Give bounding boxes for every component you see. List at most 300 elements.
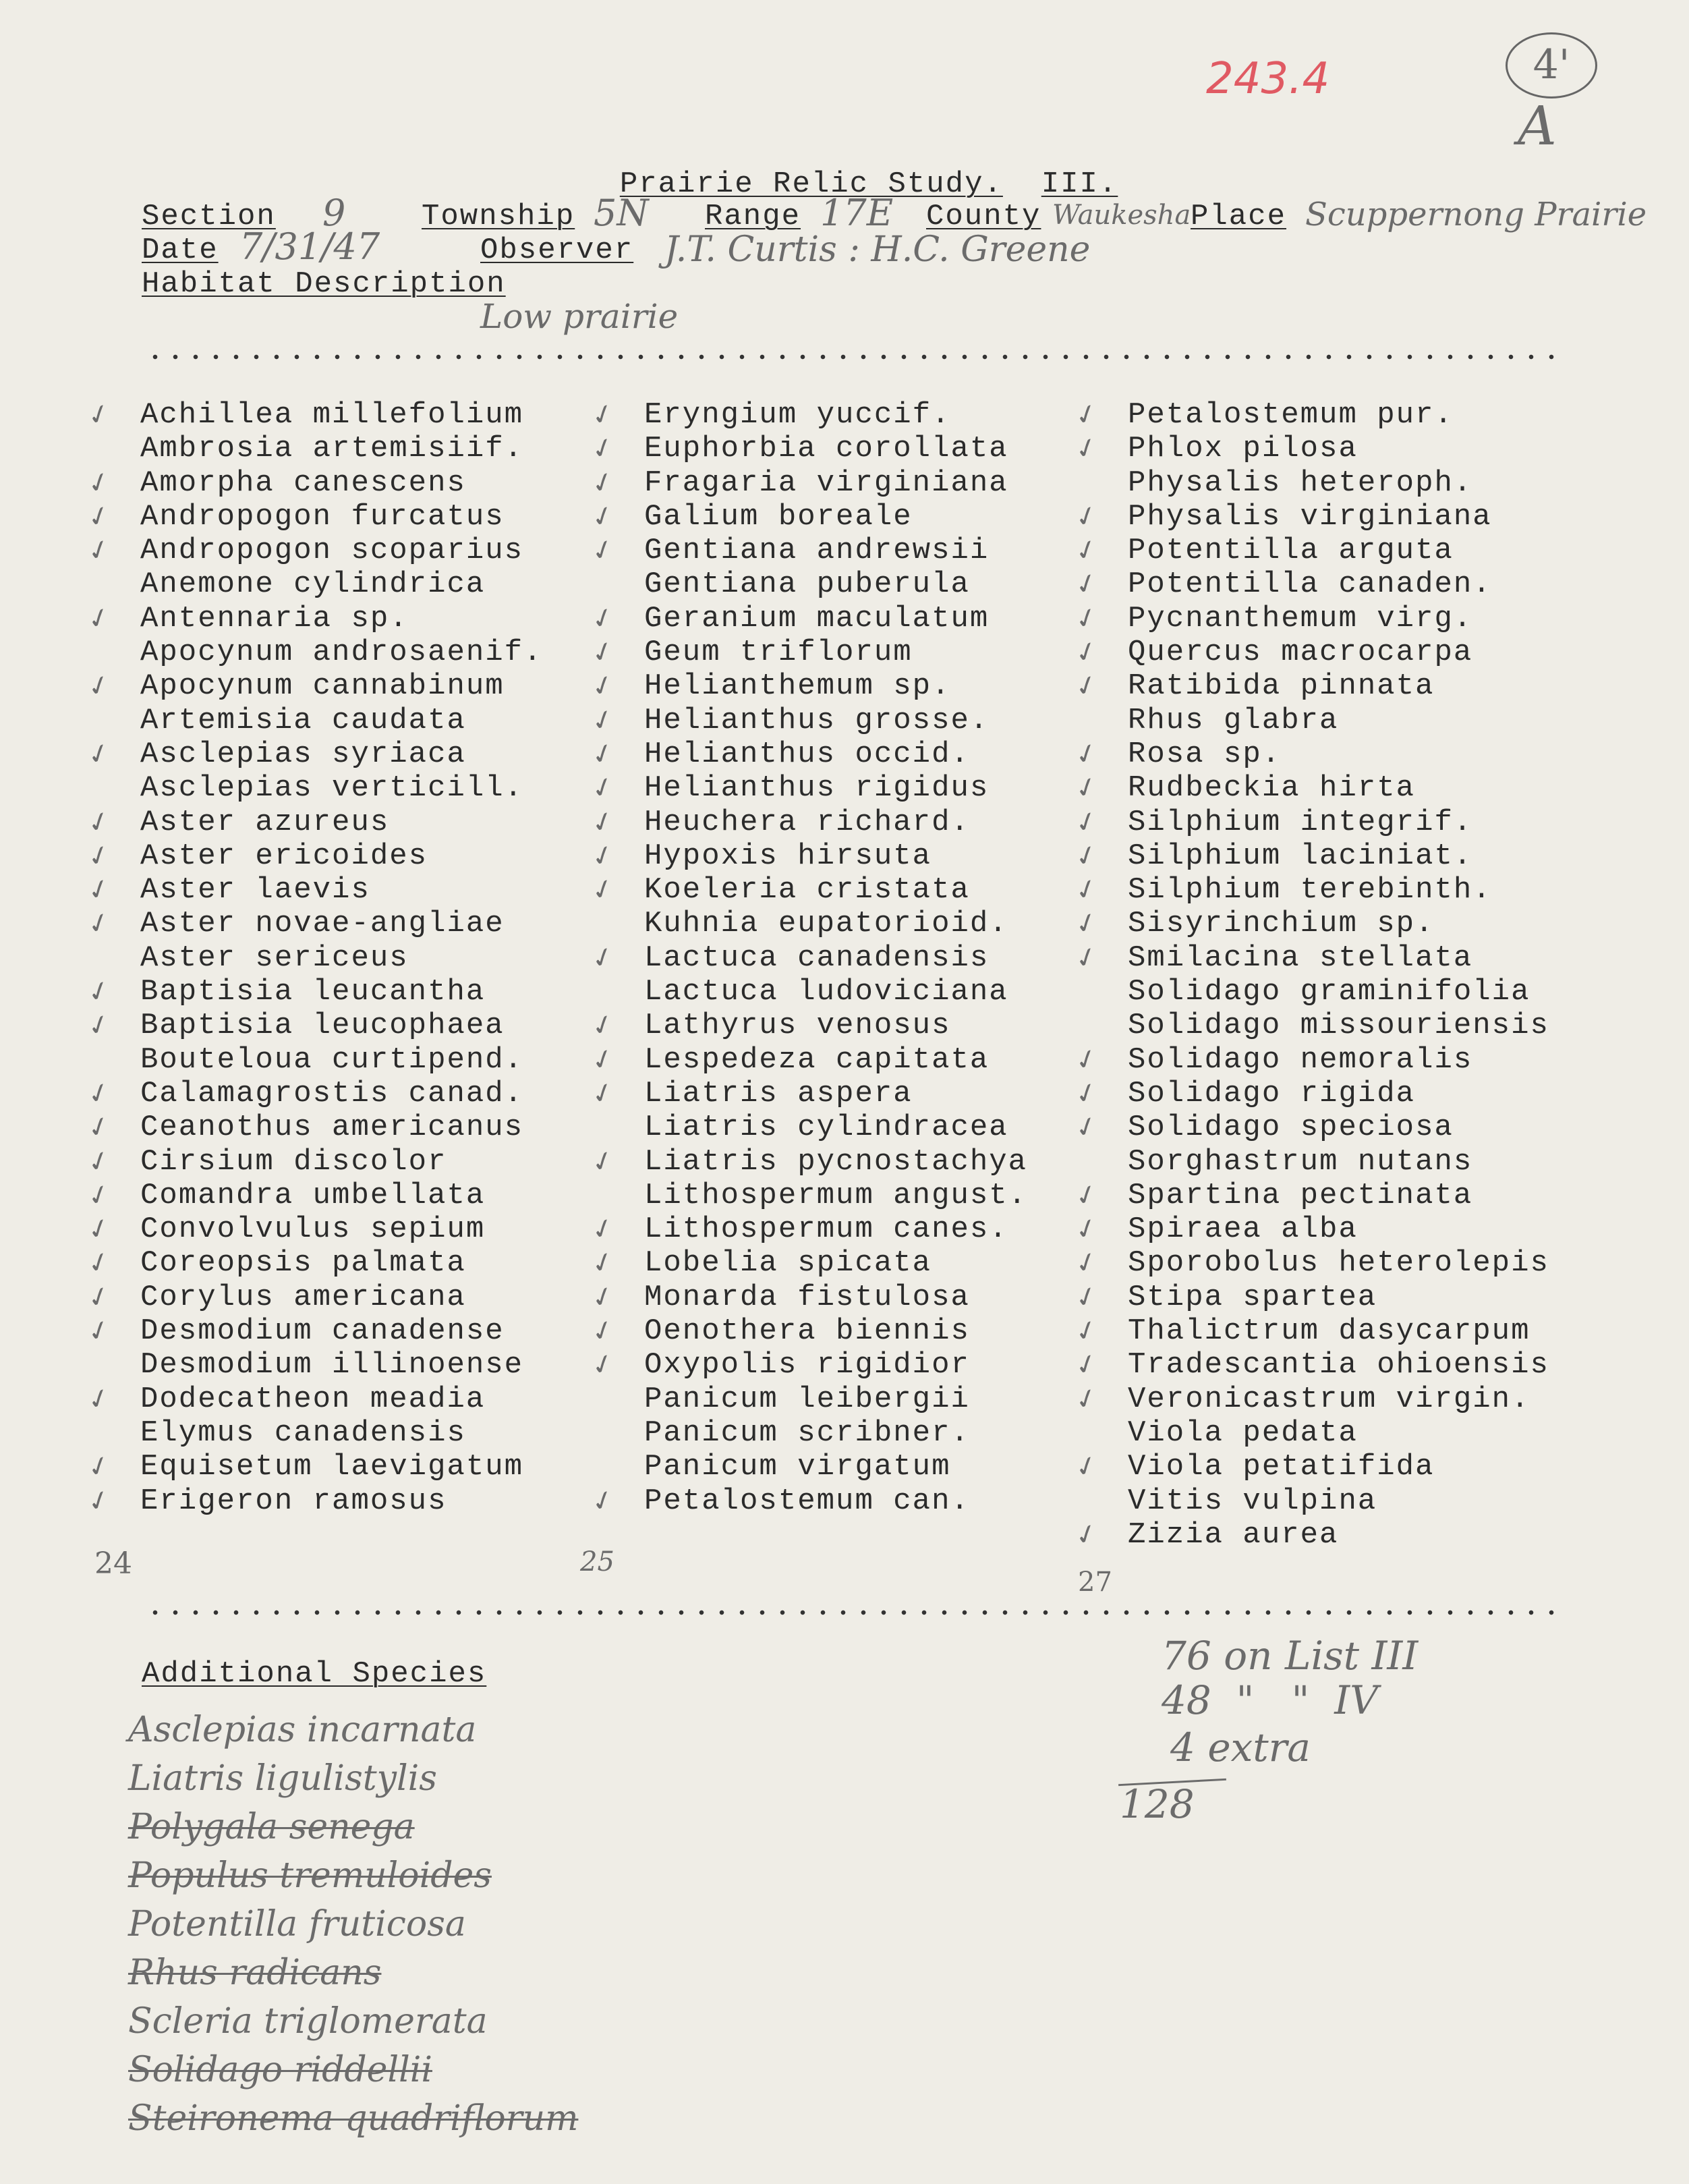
species-row: [1070, 1449, 1549, 1486]
species-row: [83, 973, 543, 1011]
check-mark-icon: ✓: [587, 464, 619, 501]
check-mark-icon: ✓: [83, 396, 115, 434]
species-column-1: [83, 396, 543, 1519]
check-mark-icon: ✓: [1070, 1312, 1102, 1350]
check-mark-icon: ✓: [1070, 1211, 1102, 1248]
species-name: Geranium maculatum: [644, 601, 990, 636]
species-row: [1128, 466, 1549, 500]
species-name: Desmodium canadense: [140, 1314, 505, 1349]
check-mark-icon: ✓: [587, 532, 619, 569]
species-row: [587, 464, 1027, 501]
species-row: [587, 1143, 1028, 1180]
title-numeral: III.: [1041, 167, 1118, 201]
township-label: Township: [422, 200, 575, 233]
species-name: Solidago graminifolia: [1128, 975, 1530, 1009]
species-name: Solidago speciosa: [1128, 1111, 1454, 1145]
species-row: [83, 668, 543, 705]
species-row: [1070, 634, 1549, 671]
check-mark-icon: ✓: [83, 735, 115, 773]
species-row: [644, 1382, 1027, 1416]
species-name: Desmodium illinoense: [140, 1348, 524, 1382]
check-mark-icon: ✓: [1070, 498, 1102, 535]
check-mark-icon: ✓: [1070, 1347, 1102, 1384]
species-row: [587, 1312, 1027, 1350]
species-row: [1070, 1245, 1549, 1282]
species-row: [83, 1007, 543, 1044]
species-name: Lathyrus venosus: [644, 1009, 951, 1043]
check-mark-icon: ✓: [83, 1007, 115, 1044]
species-name: Apocynum cannabinum: [140, 669, 505, 704]
check-mark-icon: ✓: [587, 735, 619, 773]
species-row: [83, 735, 543, 773]
check-mark-icon: ✓: [1070, 1075, 1102, 1112]
check-mark-icon: ✓: [587, 634, 619, 671]
check-mark-icon: ✓: [1070, 837, 1102, 874]
species-row: [140, 1043, 543, 1077]
species-row: [587, 702, 1027, 739]
additional-species-item: Steironema quadriflorum: [128, 2098, 579, 2139]
species-name: Andropogon scoparius: [140, 534, 524, 568]
species-name: Solidago nemoralis: [1128, 1042, 1473, 1077]
species-name: Petalostemum pur.: [1128, 398, 1454, 432]
check-mark-icon: ✓: [1070, 566, 1102, 603]
habitat-value: Low prairie: [480, 297, 679, 336]
species-name: Oxypolis rigidior: [644, 1348, 970, 1382]
species-row: [587, 1245, 1027, 1282]
species-name: Baptisia leucantha: [140, 975, 486, 1009]
check-mark-icon: ✓: [587, 1041, 619, 1078]
species-name: Galium boreale: [644, 499, 913, 534]
species-row: [644, 1416, 1027, 1450]
range-value: 17E: [820, 192, 894, 234]
species-name: Spartina pectinata: [1128, 1178, 1473, 1212]
check-mark-icon: ✓: [83, 464, 115, 501]
additional-species-item: Populus tremuloides: [128, 1855, 492, 1896]
check-mark-icon: ✓: [1070, 1109, 1102, 1146]
species-row: [140, 636, 543, 669]
check-mark-icon: ✓: [83, 1211, 115, 1248]
additional-species-item: Potentilla fruticosa: [128, 1904, 466, 1944]
species-name: Physalis heteroph.: [1128, 466, 1473, 500]
species-name: Silphium laciniat.: [1128, 839, 1473, 873]
species-row: [1128, 1416, 1549, 1450]
species-row: [587, 735, 1027, 773]
species-name: Ceanothus americanus: [140, 1111, 524, 1145]
species-row: [587, 396, 1027, 434]
species-row: [644, 907, 1027, 941]
title-text: Prairie Relic Study.: [619, 167, 1003, 201]
species-row: [1128, 1145, 1549, 1179]
species-name: Asclepias syriaca: [140, 737, 466, 771]
section-value: 9: [322, 192, 346, 234]
species-row: [587, 430, 1027, 468]
species-row: [1070, 872, 1549, 909]
species-name: Liatris aspera: [644, 1076, 913, 1111]
check-mark-icon: ✓: [83, 532, 115, 569]
species-row: [587, 1211, 1027, 1248]
check-mark-icon: ✓: [1070, 872, 1102, 909]
check-mark-icon: ✓: [587, 396, 619, 434]
check-mark-icon: ✓: [1070, 430, 1102, 468]
species-name: Panicum virgatum: [644, 1450, 951, 1484]
species-row: [1070, 939, 1549, 976]
species-name: Spiraea alba: [1128, 1212, 1358, 1247]
date-label: Date: [142, 233, 219, 267]
species-row: [644, 1179, 1027, 1212]
species-name: Lactuca ludoviciana: [644, 975, 1008, 1009]
species-row: [83, 1380, 543, 1418]
species-name: Phlox pilosa: [1128, 432, 1358, 466]
species-row: [1070, 770, 1549, 807]
species-row: [644, 567, 1027, 601]
check-mark-icon: ✓: [83, 973, 115, 1011]
species-name: Hypoxis hirsuta: [644, 839, 932, 873]
species-name: Lithospermum canes.: [644, 1212, 1008, 1247]
species-name: Asclepias verticill.: [140, 771, 524, 806]
species-row: [1128, 704, 1549, 737]
species-name: Antennaria sp.: [140, 601, 409, 636]
check-mark-icon: ✓: [1070, 668, 1102, 705]
species-row: [1070, 396, 1549, 434]
species-name: Lithospermum angust.: [644, 1178, 1028, 1212]
species-name: Silphium terebinth.: [1128, 873, 1492, 907]
check-mark-icon: ✓: [1070, 396, 1102, 434]
check-mark-icon: ✓: [83, 498, 115, 535]
check-mark-icon: ✓: [83, 1143, 115, 1180]
species-name: Achillea millefolium: [140, 398, 524, 432]
tally-line-3: 4 extra: [1170, 1725, 1311, 1770]
species-row: [587, 872, 1027, 909]
species-name: Elymus canadensis: [140, 1416, 466, 1450]
check-mark-icon: ✓: [587, 1312, 619, 1350]
species-row: [1070, 600, 1549, 637]
check-mark-icon: ✓: [83, 905, 115, 943]
check-mark-icon: ✓: [1070, 939, 1102, 976]
species-name: Lespedeza capitata: [644, 1042, 990, 1077]
species-name: Panicum leibergii: [644, 1382, 970, 1416]
species-name: Stipa spartea: [1128, 1280, 1377, 1314]
species-row: [140, 567, 543, 601]
check-mark-icon: ✓: [587, 1143, 619, 1180]
additional-species-item: Polygala senega: [128, 1807, 415, 1847]
species-name: Euphorbia corollata: [644, 432, 1008, 466]
species-row: [83, 1245, 543, 1282]
species-name: Physalis virginiana: [1128, 499, 1492, 534]
check-mark-icon: ✓: [587, 600, 619, 637]
column-3-count: 27: [1078, 1567, 1112, 1598]
species-name: Eryngium yuccif.: [644, 398, 951, 432]
check-mark-icon: ✓: [587, 872, 619, 909]
species-row: [1070, 1109, 1549, 1146]
check-mark-icon: ✓: [587, 1347, 619, 1384]
check-mark-icon: ✓: [1070, 634, 1102, 671]
species-name: Vitis vulpina: [1128, 1484, 1377, 1518]
check-mark-icon: ✓: [587, 804, 619, 841]
check-mark-icon: ✓: [83, 1177, 115, 1214]
species-name: Rudbeckia hirta: [1128, 771, 1416, 806]
circled-number: [1506, 32, 1597, 99]
check-mark-icon: ✓: [1070, 1245, 1102, 1282]
check-mark-icon: ✓: [587, 1482, 619, 1519]
species-row: [1070, 1177, 1549, 1214]
species-row: [587, 668, 1027, 705]
county-value: Waukesha: [1052, 200, 1191, 231]
species-row: [1070, 1347, 1549, 1384]
column-1-count: 24: [94, 1546, 132, 1581]
check-mark-icon: ✓: [587, 498, 619, 535]
dotted-divider-top: [145, 354, 1568, 360]
check-mark-icon: ✓: [587, 430, 619, 468]
species-name: Erigeron ramosus: [140, 1484, 447, 1518]
species-name: Cirsium discolor: [140, 1144, 447, 1179]
check-mark-icon: ✓: [83, 1075, 115, 1112]
tally-line-1: 76 on List III: [1162, 1633, 1419, 1679]
species-row: [1070, 804, 1549, 841]
species-column-2: [587, 396, 1028, 1519]
species-name: Gentiana puberula: [644, 567, 970, 602]
check-mark-icon: ✓: [83, 872, 115, 909]
species-row: [644, 975, 1027, 1009]
species-name: Ambrosia artemisiif.: [140, 432, 524, 466]
species-name: Rhus glabra: [1128, 703, 1339, 737]
check-mark-icon: ✓: [587, 1075, 619, 1112]
species-row: [587, 770, 1027, 807]
additional-species-item: Asclepias incarnata: [128, 1710, 477, 1750]
dotted-divider-bottom: [145, 1610, 1568, 1615]
additional-species-item: Liatris ligulistylis: [128, 1758, 437, 1799]
additional-species-item: Solidago riddellii: [128, 2050, 432, 2090]
check-mark-icon: ✓: [587, 1007, 619, 1044]
species-row: [587, 837, 1027, 874]
check-mark-icon: ✓: [587, 770, 619, 807]
check-mark-icon: ✓: [587, 939, 619, 976]
species-row: [587, 1347, 1027, 1384]
check-mark-icon: ✓: [1070, 1516, 1102, 1553]
species-row: [1070, 566, 1549, 603]
species-name: Heuchera richard.: [644, 805, 970, 839]
species-column-3: [1070, 396, 1549, 1553]
species-name: Convolvulus sepium: [140, 1212, 486, 1247]
species-name: Corylus americana: [140, 1280, 466, 1314]
check-mark-icon: ✓: [1070, 1177, 1102, 1214]
check-mark-icon: ✓: [83, 1449, 115, 1486]
place-value: Scuppernong Prairie: [1305, 196, 1647, 233]
species-row: [644, 1111, 1027, 1144]
species-name: Panicum scribner.: [644, 1416, 970, 1450]
habitat-label: Habitat Description: [142, 267, 506, 301]
species-name: Liatris cylindracea: [644, 1111, 1008, 1145]
species-row: [83, 872, 543, 909]
species-row: [83, 1177, 543, 1214]
species-name: Anemone cylindrica: [140, 567, 486, 602]
species-row: [140, 704, 543, 737]
species-name: Lactuca canadensis: [644, 941, 990, 975]
circled-number-text: 4': [1533, 41, 1570, 88]
check-mark-icon: ✓: [83, 1279, 115, 1316]
species-row: [83, 1075, 543, 1112]
species-row: [587, 1007, 1027, 1044]
species-name: Geum triflorum: [644, 636, 913, 670]
species-name: Rosa sp.: [1128, 737, 1282, 771]
species-row: [83, 837, 543, 874]
species-row: [587, 1041, 1027, 1078]
red-catalog-number: 243.4: [1206, 54, 1330, 104]
species-row: [83, 1143, 543, 1180]
species-name: Helianthus rigidus: [644, 771, 990, 806]
check-mark-icon: ✓: [587, 1211, 619, 1248]
species-row: [1070, 905, 1549, 943]
check-mark-icon: ✓: [587, 837, 619, 874]
species-row: [1070, 837, 1549, 874]
species-row: [83, 1109, 543, 1146]
species-row: [83, 1279, 543, 1316]
additional-species-item: Scleria triglomerata: [128, 2001, 488, 2042]
range-label: Range: [705, 200, 801, 233]
species-name: Liatris pycnostachya: [644, 1144, 1028, 1179]
check-mark-icon: ✓: [1070, 1041, 1102, 1078]
corner-letter: A: [1518, 94, 1557, 157]
species-row: [140, 1416, 543, 1450]
species-row: [83, 1449, 543, 1486]
species-name: Sorghastrum nutans: [1128, 1144, 1473, 1179]
species-row: [140, 771, 543, 805]
species-row: [1070, 1312, 1549, 1350]
check-mark-icon: ✓: [587, 1245, 619, 1282]
species-row: [140, 941, 543, 975]
species-name: Lobelia spicata: [644, 1246, 932, 1281]
species-row: [644, 1450, 1027, 1484]
species-name: Sporobolus heterolepis: [1128, 1246, 1549, 1281]
species-row: [587, 600, 1027, 637]
species-row: [1070, 1075, 1549, 1112]
species-name: Equisetum laevigatum: [140, 1450, 524, 1484]
species-row: [83, 1482, 543, 1519]
species-name: Silphium integrif.: [1128, 805, 1473, 839]
check-mark-icon: ✓: [1070, 905, 1102, 943]
check-mark-icon: ✓: [83, 1482, 115, 1519]
species-row: [1070, 668, 1549, 705]
species-name: Andropogon furcatus: [140, 499, 505, 534]
check-mark-icon: ✓: [83, 600, 115, 637]
species-name: Quercus macrocarpa: [1128, 636, 1473, 670]
species-name: Aster ericoides: [140, 839, 428, 873]
species-row: [140, 1348, 543, 1382]
species-name: Gentiana andrewsii: [644, 534, 990, 568]
species-name: Smilacina stellata: [1128, 941, 1473, 975]
species-row: [1070, 1516, 1549, 1553]
species-row: [1128, 1484, 1549, 1518]
species-row: [587, 498, 1027, 535]
date-value: 7/31/47: [239, 225, 380, 268]
species-row: [1070, 735, 1549, 773]
species-name: Apocynum androsaenif.: [140, 636, 543, 670]
township-value: 5N: [594, 192, 649, 234]
species-row: [1070, 532, 1549, 569]
species-row: [83, 396, 543, 434]
species-row: [83, 600, 543, 637]
species-name: Coreopsis palmata: [140, 1246, 466, 1281]
species-name: Comandra umbellata: [140, 1178, 486, 1212]
species-row: [1070, 1279, 1549, 1316]
species-name: Tradescantia ohioensis: [1128, 1348, 1549, 1382]
species-row: [1070, 1211, 1549, 1248]
species-name: Pycnanthemum virg.: [1128, 601, 1473, 636]
check-mark-icon: ✓: [83, 1380, 115, 1418]
species-name: Aster sericeus: [140, 941, 409, 975]
check-mark-icon: ✓: [1070, 1449, 1102, 1486]
observer-label: Observer: [480, 233, 634, 267]
species-name: Aster novae-angliae: [140, 907, 505, 941]
species-name: Aster azureus: [140, 805, 390, 839]
species-name: Sisyrinchium sp.: [1128, 907, 1435, 941]
tally-total: 128: [1120, 1781, 1195, 1827]
species-name: Solidago missouriensis: [1128, 1009, 1549, 1043]
check-mark-icon: ✓: [83, 1312, 115, 1350]
species-row: [83, 905, 543, 943]
species-row: [1128, 1009, 1549, 1042]
species-row: [1070, 1380, 1549, 1418]
species-name: Helianthus occid.: [644, 737, 970, 771]
species-row: [83, 1211, 543, 1248]
species-name: Koeleria cristata: [644, 873, 970, 907]
check-mark-icon: ✓: [83, 668, 115, 705]
additional-species-item: Rhus radicans: [128, 1953, 382, 1993]
column-2-count: 25: [580, 1546, 614, 1577]
species-row: [587, 634, 1027, 671]
check-mark-icon: ✓: [1070, 1380, 1102, 1418]
check-mark-icon: ✓: [83, 1245, 115, 1282]
species-row: [587, 1075, 1027, 1112]
check-mark-icon: ✓: [1070, 532, 1102, 569]
species-row: [140, 432, 543, 466]
species-name: Helianthemum sp.: [644, 669, 951, 704]
species-row: [587, 804, 1027, 841]
check-mark-icon: ✓: [83, 804, 115, 841]
additional-species-label: Additional Species: [142, 1657, 487, 1691]
species-name: Fragaria virginiana: [644, 466, 1008, 500]
species-row: [587, 532, 1027, 569]
page-title: [581, 134, 1118, 201]
species-name: Dodecatheon meadia: [140, 1382, 486, 1416]
species-name: Helianthus grosse.: [644, 703, 990, 737]
species-row: [83, 532, 543, 569]
check-mark-icon: ✓: [1070, 1279, 1102, 1316]
species-name: Baptisia leucophaea: [140, 1009, 505, 1043]
check-mark-icon: ✓: [1070, 770, 1102, 807]
species-name: Aster laevis: [140, 873, 370, 907]
species-name: Thalictrum dasycarpum: [1128, 1314, 1530, 1349]
species-name: Amorpha canescens: [140, 466, 466, 500]
species-name: Potentilla arguta: [1128, 534, 1454, 568]
species-row: [83, 498, 543, 535]
check-mark-icon: ✓: [587, 1279, 619, 1316]
species-row: [587, 1279, 1027, 1316]
species-row: [1070, 1041, 1549, 1078]
check-mark-icon: ✓: [1070, 804, 1102, 841]
species-name: Artemisia caudata: [140, 703, 466, 737]
additional-species-list: [128, 1710, 578, 2147]
species-name: Potentilla canaden.: [1128, 567, 1492, 602]
check-mark-icon: ✓: [1070, 735, 1102, 773]
species-name: Kuhnia eupatorioid.: [644, 907, 1008, 941]
county-label: County: [926, 200, 1041, 233]
place-label: Place: [1191, 200, 1287, 233]
check-mark-icon: ✓: [1070, 600, 1102, 637]
check-mark-icon: ✓: [83, 1109, 115, 1146]
species-name: Monarda fistulosa: [644, 1280, 970, 1314]
check-mark-icon: ✓: [587, 668, 619, 705]
species-row: [83, 804, 543, 841]
